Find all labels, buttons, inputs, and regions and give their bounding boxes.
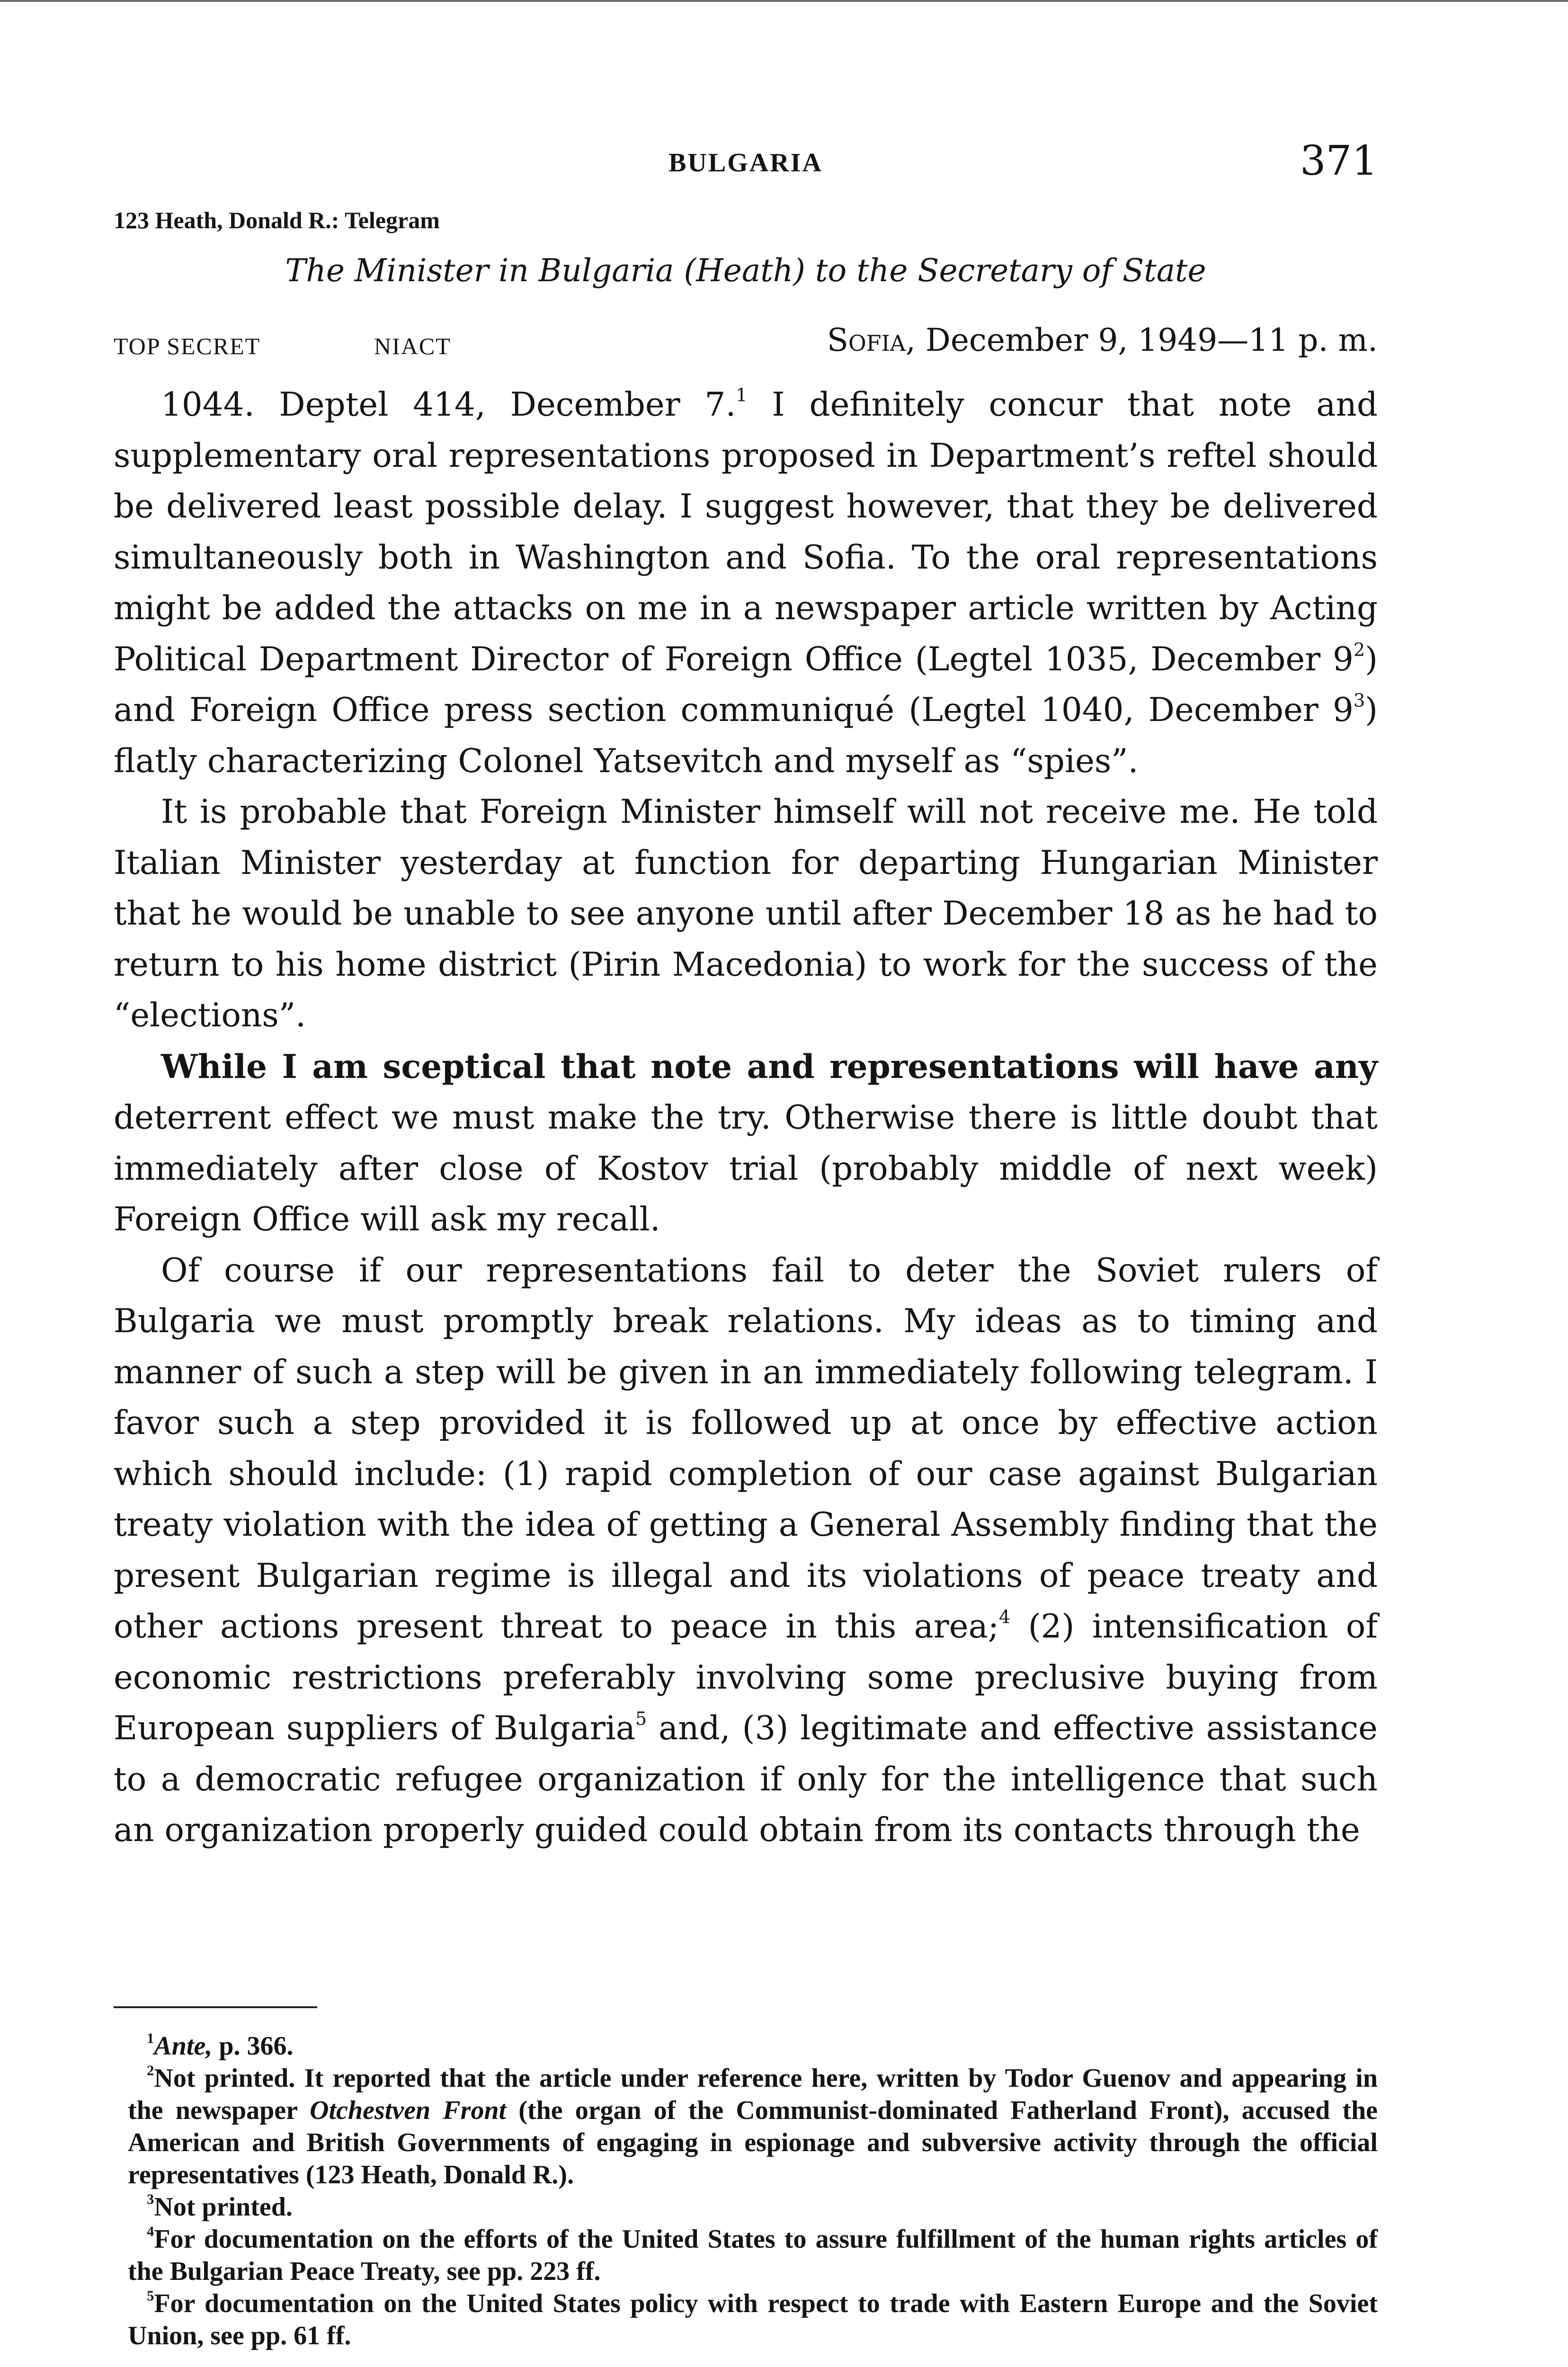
date: , December 9, 1949—11 p. m. (905, 322, 1378, 358)
footnote-ref-5: 5 (635, 1708, 647, 1729)
classification-label: TOP SECRET (114, 333, 261, 359)
footnote-3: $^3$Not printed. (147, 2191, 293, 2222)
footnote-ref-3: 3 (1353, 690, 1365, 711)
precedence-label: NIACT (374, 333, 451, 359)
document-title: The Minister in Bulgaria (Heath) to the Secretary of State (285, 252, 1206, 289)
footnote-ref-4: 4 (999, 1606, 1011, 1628)
paragraph-4: Of course if our representations fail to deter the Soviet rulers of Bulgaria we must promptly break relations. My ideas as to timing and manner of such a step will be given in an immediately following telegram. I favor such a step provided it is followed up at once by effective action which should include: (1) rapid completion of our case against Bulgarian treaty violation with the idea of getting a General Assembly finding that the present Bulgarian regime is illegal and its violations of peace treaty and other actions present threat to peace in this area;$^4$ (2) intensification of economic restrictions preferably involving some preclusive buying from European suppliers of Bulgaria$^5$ and, (3) legitimate and effective assistance to a democratic refugee organization if only for the intelligence that such an organization properly guided could obtain from its contacts through the (114, 1251, 1378, 1849)
paragraph-1: 1044. Deptel 414, December 7.$^1$ I definitely concur that note and supplementary oral representations proposed in Department’s reftel should be delivered least possible delay. I suggest however, that they be delivered simultaneously both in Washington and Sofia. To the oral representations might be added the attacks on me in a newspaper article written by Acting Political Department Director of Foreign Office (Legtel 1035, December $9^2$) and Foreign Office press section communiqué (Legtel 1040, December $9^3$) flatly characterizing Colonel Yatsevitch and myself as “spies”. (114, 384, 1378, 780)
paragraph-3: While I am sceptical that note and representations will have any deterrent effect we must make the try. Otherwise there is little doubt that immediately after close of Kostov trial (probably middle of next week) Foreign Office will ask my recall. (114, 1047, 1378, 1238)
page-header (114, 137, 1378, 189)
file-reference: 123 Heath, Donald R.: Telegram (114, 207, 440, 233)
telegram-body (114, 380, 1378, 1856)
footnote-4: $^4$For documentation on the efforts of the United States to assure fulfillment of the human rights articles of the Bulgarian Peace Treaty, see pp. 223 ff. (128, 2223, 1378, 2286)
footnotes (128, 2030, 1378, 2352)
page-number: 371 (1300, 137, 1378, 185)
footnote-ref-2: 2 (1353, 639, 1365, 660)
paragraph-2: It is probable that Foreign Minister himself will not receive me. He told Italian Minister yesterday at function for departing Hungarian Minister that he would be unable to see anyone until after December 18 as he had to return to his home district (Pirin Macedonia) to work for the success of the “elections”. (114, 793, 1378, 1034)
page-content (114, 137, 1378, 1856)
dateline (114, 318, 1378, 370)
footnote-5: $^5$For documentation on the United States policy with respect to trade with Eastern Europe and the Soviet Union, see pp. 61 ff. (128, 2287, 1378, 2350)
footnote-ref-1: 1 (736, 384, 748, 406)
footnote-2: $^2$Not printed. It reported that the article under reference here, written by Todor Guenov and appearing in the newspaper Otchestven Front (the organ of the Communist-dominated Fatherland Front), accused the American and British Governments of engaging in espionage and subversive activity through the official representatives (123 Heath, Donald R.). (128, 2062, 1378, 2189)
running-head: BULGARIA (668, 148, 823, 178)
footnote-1: $^1$Ante, p. 366. (147, 2030, 294, 2061)
footnote-rule (114, 2006, 317, 2008)
place-and-date (827, 322, 1378, 358)
top-edge-rule (0, 0, 1568, 2)
place: Sofia (827, 322, 906, 358)
